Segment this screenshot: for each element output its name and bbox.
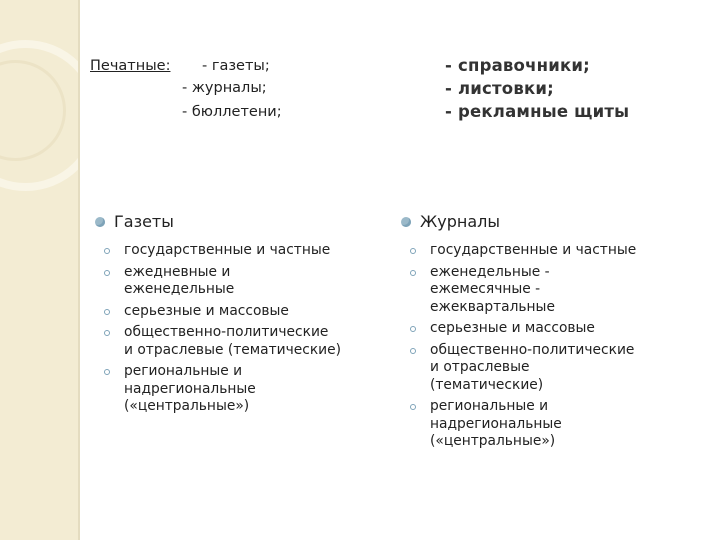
magazines-column xyxy=(398,212,668,455)
list-item-text: еженедельные - xyxy=(430,263,550,280)
list-item xyxy=(430,242,668,260)
print-media-label: Печатные: xyxy=(90,58,171,74)
newspapers-heading-text: Газеты xyxy=(114,212,174,231)
bullet-icon xyxy=(95,217,105,227)
list-item xyxy=(430,320,668,338)
other-media-item: - листовки; xyxy=(445,79,554,98)
bullet-icon xyxy=(401,217,411,227)
other-media-item: - справочники; xyxy=(445,56,590,75)
circle-bullet-icon xyxy=(410,326,416,332)
print-item-bulletins: - бюллетени; xyxy=(182,104,282,120)
list-item xyxy=(430,264,668,317)
list-item-text: ежедневные и xyxy=(124,263,231,280)
newspapers-heading xyxy=(92,212,362,232)
circle-bullet-icon xyxy=(410,404,416,410)
print-item-newspapers: - газеты; xyxy=(202,58,270,74)
circle-bullet-icon xyxy=(104,369,110,375)
circle-bullet-icon xyxy=(104,330,110,336)
circle-bullet-icon xyxy=(410,270,416,276)
list-item-text: региональные и xyxy=(124,363,243,379)
list-item xyxy=(124,242,362,260)
list-item-text: общественно-политические xyxy=(430,341,635,358)
newspapers-column xyxy=(92,212,362,420)
list-item-text: государственные и частные xyxy=(430,242,637,258)
decorative-sidebar xyxy=(0,0,80,540)
list-item-text: надрегиональные xyxy=(124,380,256,397)
list-item-text: ежеквартальные xyxy=(430,298,555,315)
list-item xyxy=(124,303,362,321)
list-item-text: серьезные и массовые xyxy=(430,320,595,336)
circle-bullet-icon xyxy=(410,348,416,354)
sidebar-edge xyxy=(78,0,80,540)
list-item xyxy=(430,342,668,395)
list-item-text: ежемесячные - xyxy=(430,281,541,297)
print-item-magazines: - журналы; xyxy=(182,80,267,96)
list-item xyxy=(124,324,362,359)
list-item-text: государственные и частные xyxy=(124,242,331,258)
list-item-text: надрегиональные xyxy=(430,415,562,432)
list-item xyxy=(430,398,668,451)
circle-bullet-icon xyxy=(410,248,416,254)
list-item-text: общественно-политические xyxy=(124,324,329,340)
list-item-text: и отраслевые xyxy=(430,359,530,375)
list-item-text: («центральные») xyxy=(124,398,250,414)
list-item-text: региональные и xyxy=(430,398,549,414)
list-item xyxy=(124,363,362,416)
magazines-heading-text: Журналы xyxy=(420,212,500,231)
list-item-text: еженедельные xyxy=(124,281,235,297)
newspapers-list xyxy=(92,242,362,416)
magazines-heading xyxy=(398,212,668,232)
list-item-text: и отраслевые (тематические) xyxy=(124,341,342,358)
other-media-list xyxy=(445,54,629,123)
list-item xyxy=(124,264,362,299)
list-item-text: (тематические) xyxy=(430,376,544,393)
list-item-text: серьезные и массовые xyxy=(124,302,289,319)
circle-bullet-icon xyxy=(104,248,110,254)
circle-bullet-icon xyxy=(104,270,110,276)
list-item-text: («центральные») xyxy=(430,433,556,449)
other-media-item: - рекламные щиты xyxy=(445,102,630,121)
circle-bullet-icon xyxy=(104,309,110,315)
magazines-list xyxy=(398,242,668,451)
